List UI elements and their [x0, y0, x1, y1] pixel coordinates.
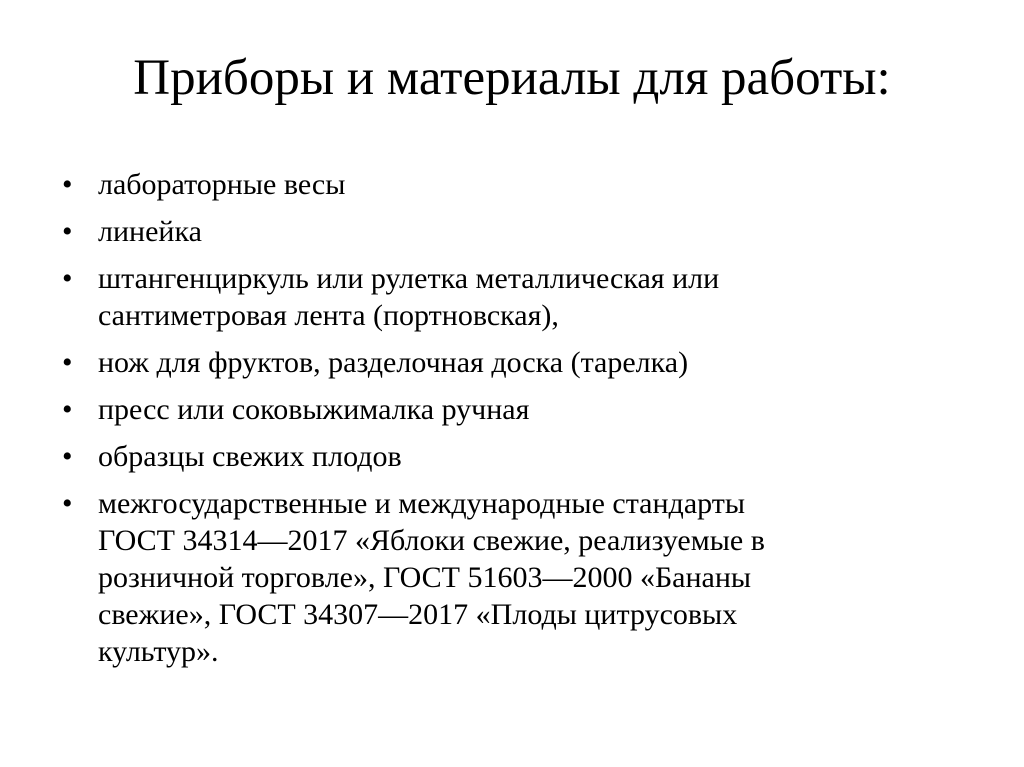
bullet-icon: • [62, 215, 73, 248]
list-item-text: образцы свежих плодов [98, 440, 402, 473]
list-item-text: штангенциркуль или рулетка металлическая или [98, 262, 720, 295]
bullet-icon: • [62, 440, 73, 473]
list-item-text: нож для фруктов, разделочная доска (тарелка) [98, 346, 689, 379]
bullet-icon: • [62, 487, 73, 520]
list-item [62, 213, 962, 250]
list-item [62, 391, 962, 428]
list-item [62, 344, 962, 381]
list-item [62, 438, 962, 475]
list-item [62, 485, 962, 670]
bullet-icon: • [62, 393, 73, 426]
list-item-text: межгосударственные и международные стандарты [98, 487, 746, 520]
bullet-icon: • [62, 346, 73, 379]
list-item [62, 166, 962, 203]
list-item-text: культур». [98, 635, 219, 668]
bullet-icon: • [62, 262, 73, 295]
slide-title: Приборы и материалы для работы: [133, 50, 891, 106]
materials-list [62, 166, 962, 680]
list-item-text: свежие», ГОСТ 34307—2017 «Плоды цитрусовых [98, 598, 738, 631]
list-item-text: сантиметровая лента (портновская), [98, 299, 559, 332]
list-item-text: ГОСТ 34314—2017 «Яблоки свежие, реализуемые в [98, 524, 765, 557]
list-item [62, 260, 962, 334]
bullet-icon: • [62, 168, 73, 201]
list-item-text: линейка [98, 215, 202, 248]
list-item-text: лабораторные весы [98, 168, 346, 201]
list-item-text: пресс или соковыжималка ручная [98, 393, 530, 426]
list-item-text: розничной торговле», ГОСТ 51603—2000 «Бананы [98, 561, 752, 594]
